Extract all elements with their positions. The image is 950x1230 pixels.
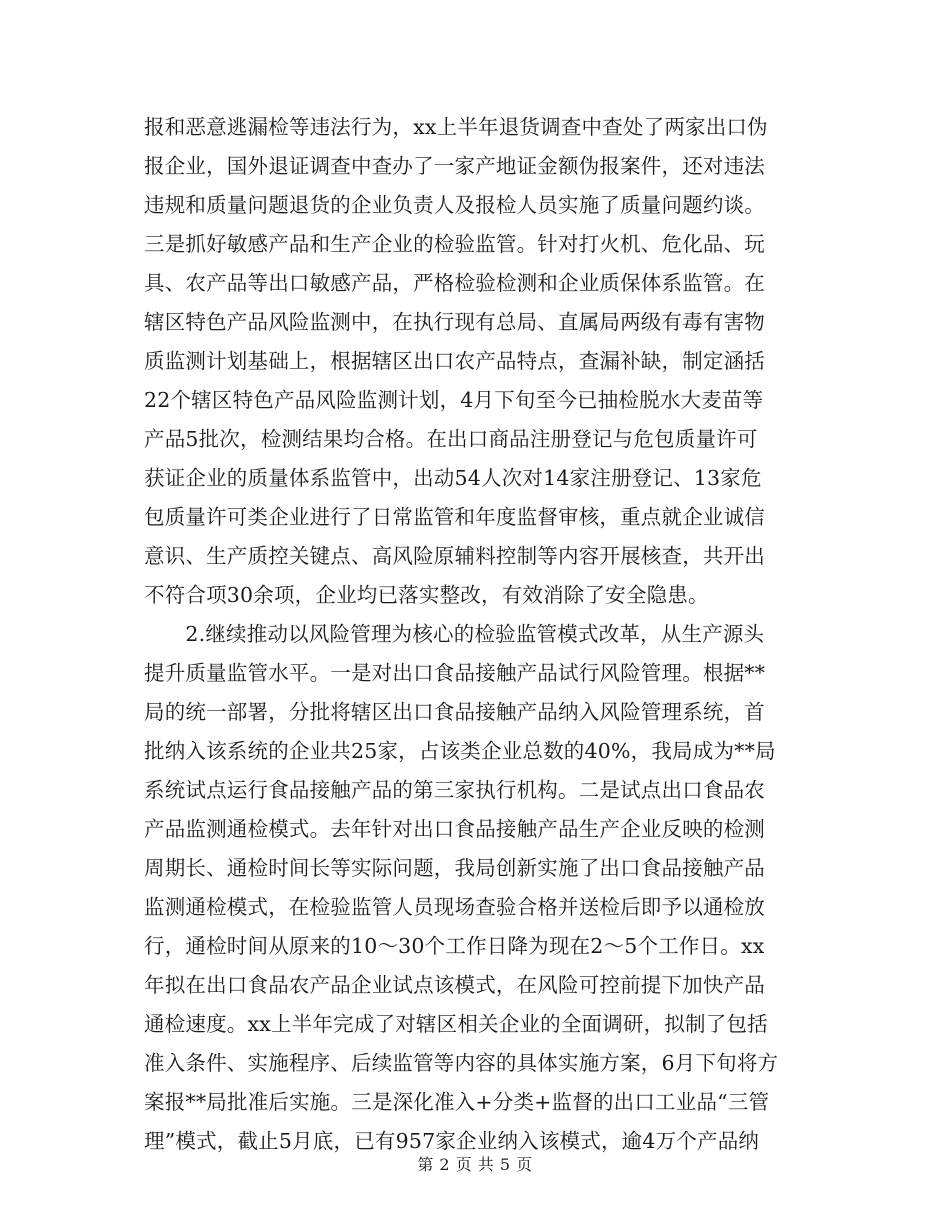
- text-line: 提升质量监管水平。一是对出口食品接触产品试行风险管理。根据**: [144, 661, 766, 685]
- text-line: 获证企业的质量体系监管中，出动54人次对14家注册登记、13家危: [144, 466, 762, 490]
- body-text: [144, 108, 809, 1161]
- text-line: 准入条件、实施程序、后续监管等内容的具体实施方案，6月下旬将方: [144, 1051, 779, 1075]
- text-line: 辖区特色产品风险监测中，在执行现有总局、直属局两级有毒有害物: [144, 310, 765, 334]
- text-line: 产品监测通检模式。去年针对出口食品接触产品生产企业反映的检测: [144, 817, 765, 841]
- text-line: 包质量许可类企业进行了日常监管和年度监督审核，重点就企业诚信: [144, 505, 765, 529]
- text-line: 理”模式，截止5月底，已有957家企业纳入该模式，逾4万个产品纳: [144, 1129, 760, 1153]
- text-line: 年拟在出口食品农产品企业试点该模式，在风险可控前提下加快产品: [144, 973, 765, 997]
- text-line: 意识、生产质控关键点、高风险原辅料控制等内容开展核查，共开出: [144, 544, 765, 568]
- text-line: 周期长、通检时间长等实际问题，我局创新实施了出口食品接触产品: [144, 856, 765, 880]
- page-footer: 第 2 页 共 5 页: [417, 1155, 533, 1174]
- text-line: 案报**局批准后实施。三是深化准入+分类+监督的出口工业品“三管: [144, 1090, 770, 1114]
- text-line: 通检速度。xx上半年完成了对辖区相关企业的全面调研，拟制了包括: [144, 1012, 768, 1036]
- text-line: 行，通检时间从原来的10～30个工作日降为现在2～5个工作日。xx: [144, 934, 765, 958]
- text-line: 报和恶意逃漏检等违法行为，xx上半年退货调查中查处了两家出口伪: [144, 115, 768, 139]
- text-line: 系统试点运行食品接触产品的第三家执行机构。二是试点出口食品农: [144, 778, 765, 802]
- text-line: 不符合项30余项，企业均已落实整改，有效消除了安全隐患。: [144, 583, 709, 607]
- text-line: 质监测计划基础上，根据辖区出口农产品特点，查漏补缺，制定涵括: [144, 349, 765, 373]
- text-line: 批纳入该系统的企业共25家，占该类企业总数的40%，我局成为**局: [144, 739, 776, 763]
- text-line: 违规和质量问题退货的企业负责人及报检人员实施了质量问题约谈。: [144, 193, 765, 217]
- text-line: 具、农产品等出口敏感产品，严格检验检测和企业质保体系监管。在: [144, 271, 765, 295]
- text-line: 三是抓好敏感产品和生产企业的检验监管。针对打火机、危化品、玩: [144, 232, 765, 256]
- text-line: 监测通检模式，在检验监管人员现场查验合格并送检后即予以通检放: [144, 895, 765, 919]
- text-line: 22个辖区特色产品风险监测计划，4月下旬至今已抽检脱水大麦苗等: [144, 388, 764, 412]
- text-line: 产品5批次，检测结果均合格。在出口商品注册登记与危包质量许可: [144, 427, 758, 451]
- text-line: 局的统一部署，分批将辖区出口食品接触产品纳入风险管理系统，首: [144, 700, 765, 724]
- text-line: 报企业，国外退证调查中查办了一家产地证金额伪报案件，还对违法: [144, 154, 765, 178]
- text-line: 2.继续推动以风险管理为核心的检验监管模式改革，从生产源头: [144, 622, 765, 646]
